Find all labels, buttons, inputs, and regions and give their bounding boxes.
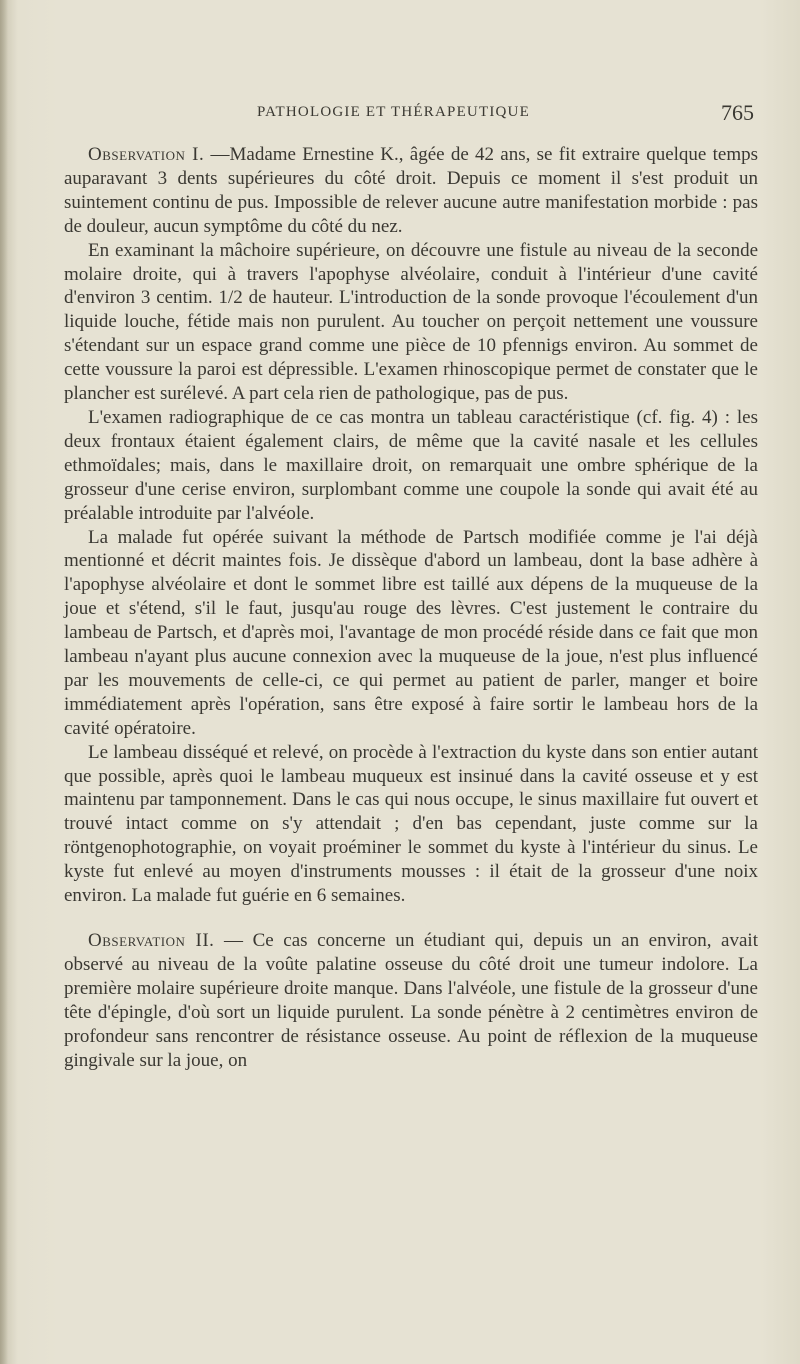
paragraph-text: En examinant la mâchoire supérieure, on découvre une fistule au niveau de la seconde molaire droite, qui à travers l'apophyse alvéolaire, conduit à l'intérieur d'une cavité d'environ 3 centim. 1/2 de hauteur. L'introduction de la sonde provoque l'écoulement d'un liquide louche, fétide mais non purulent. Au toucher on perçoit nettement une voussure s'étendant sur un espace grand comme une pièce de 10 pfennigs environ. Au sommet de cette voussure la paroi est dépressible. L'examen rhinoscopique permet de constater que le plancher est surélevé. A part cela rien de pathologique, pas de pus.	[64, 239, 758, 405]
paragraph-extraction	[64, 741, 758, 908]
observation-heading: Observation I.	[88, 144, 205, 165]
paragraph-text: —Madame Ernestine K., âgée de 42 ans, se fit extraire quelque temps auparavant 3 dents supérieures du côté droit. Depuis ce moment il s'est produit un suintement continu de pus. Impossible de relever aucune autre manifestation morbide : pas de douleur, aucun symptôme du côté du nez.	[64, 144, 758, 237]
paragraph-examination	[64, 239, 758, 406]
paragraph-observation-2	[64, 929, 758, 1072]
paragraph-operation	[64, 526, 758, 741]
observation-heading: Observation II.	[88, 930, 215, 951]
paragraph-text: La malade fut opérée suivant la méthode de Partsch modifiée comme je l'ai déjà mentionné et décrit maintes fois. Je dissèque d'abord un lambeau, dont la base adhère à l'apophyse alvéolaire et dont le sommet libre est taillé aux dépens de la muqueuse de la joue et s'étend, s'il le faut, jusqu'au rouge des lèvres. C'est justement le contraire du lambeau de Partsch, et d'après moi, l'avantage de mon procédé réside dans ce fait que mon lambeau n'ayant plus aucune connexion avec la muqueuse de la joue, n'est plus influencé par les mouvements de celle-ci, ce qui permet au patient de parler, manger et boire immédiatement après l'opération, sans être exposé à faire sortir le lambeau hors de la cavité opératoire.	[64, 526, 758, 739]
body-text	[64, 143, 758, 1072]
paragraph-text: L'examen radiographique de ce cas montra un tableau caractéristique (cf. fig. 4) : les deux frontaux étaient également clairs, de même que la cavité nasale et les cellules ethmoïdales; mais, dans le maxillaire droit, on remarquait une ombre sphérique de la grosseur d'une cerise environ, surplombant comme une coupole la sonde qui avait été au préalable introduite par l'alvéole.	[64, 406, 758, 524]
page-header	[62, 100, 762, 128]
page-number: 765	[721, 100, 754, 125]
running-title: PATHOLOGIE ET THÉRAPEUTIQUE	[257, 104, 530, 120]
binding-shadow	[0, 0, 8, 1364]
paragraph-text: Le lambeau disséqué et relevé, on procède à l'extraction du kyste dans son entier autant que possible, après quoi le lambeau muqueux est insinué dans la cavité osseuse et y est maintenu par tamponnement. Dans le cas qui nous occupe, le sinus maxillaire fut ouvert et trouvé intact comme on s'y attendait ; d'en bas cependant, juste comme sur la röntgenophotographie, on voyait proéminer le sommet du kyste à l'intérieur du sinus. Le kyste fut enlevé au moyen d'instruments mousses : il était de la grosseur d'une noix environ. La malade fut guérie en 6 semaines.	[64, 741, 758, 907]
paragraph-observation-1	[64, 143, 758, 239]
paragraph-text: — Ce cas concerne un étudiant qui, depuis un an environ, avait observé au niveau de la voûte palatine osseuse du côté droit une tumeur indolore. La première molaire supérieure droite manque. Dans l'alvéole, une fistule de la grosseur d'une tête d'épingle, d'où sort un liquide purulent. La sonde pénètre à 2 centimètres environ de profondeur sans rencontrer de résistance osseuse. Au point de réflexion de la muqueuse gingivale sur la joue, on	[64, 930, 758, 1071]
paragraph-radiography	[64, 406, 758, 526]
